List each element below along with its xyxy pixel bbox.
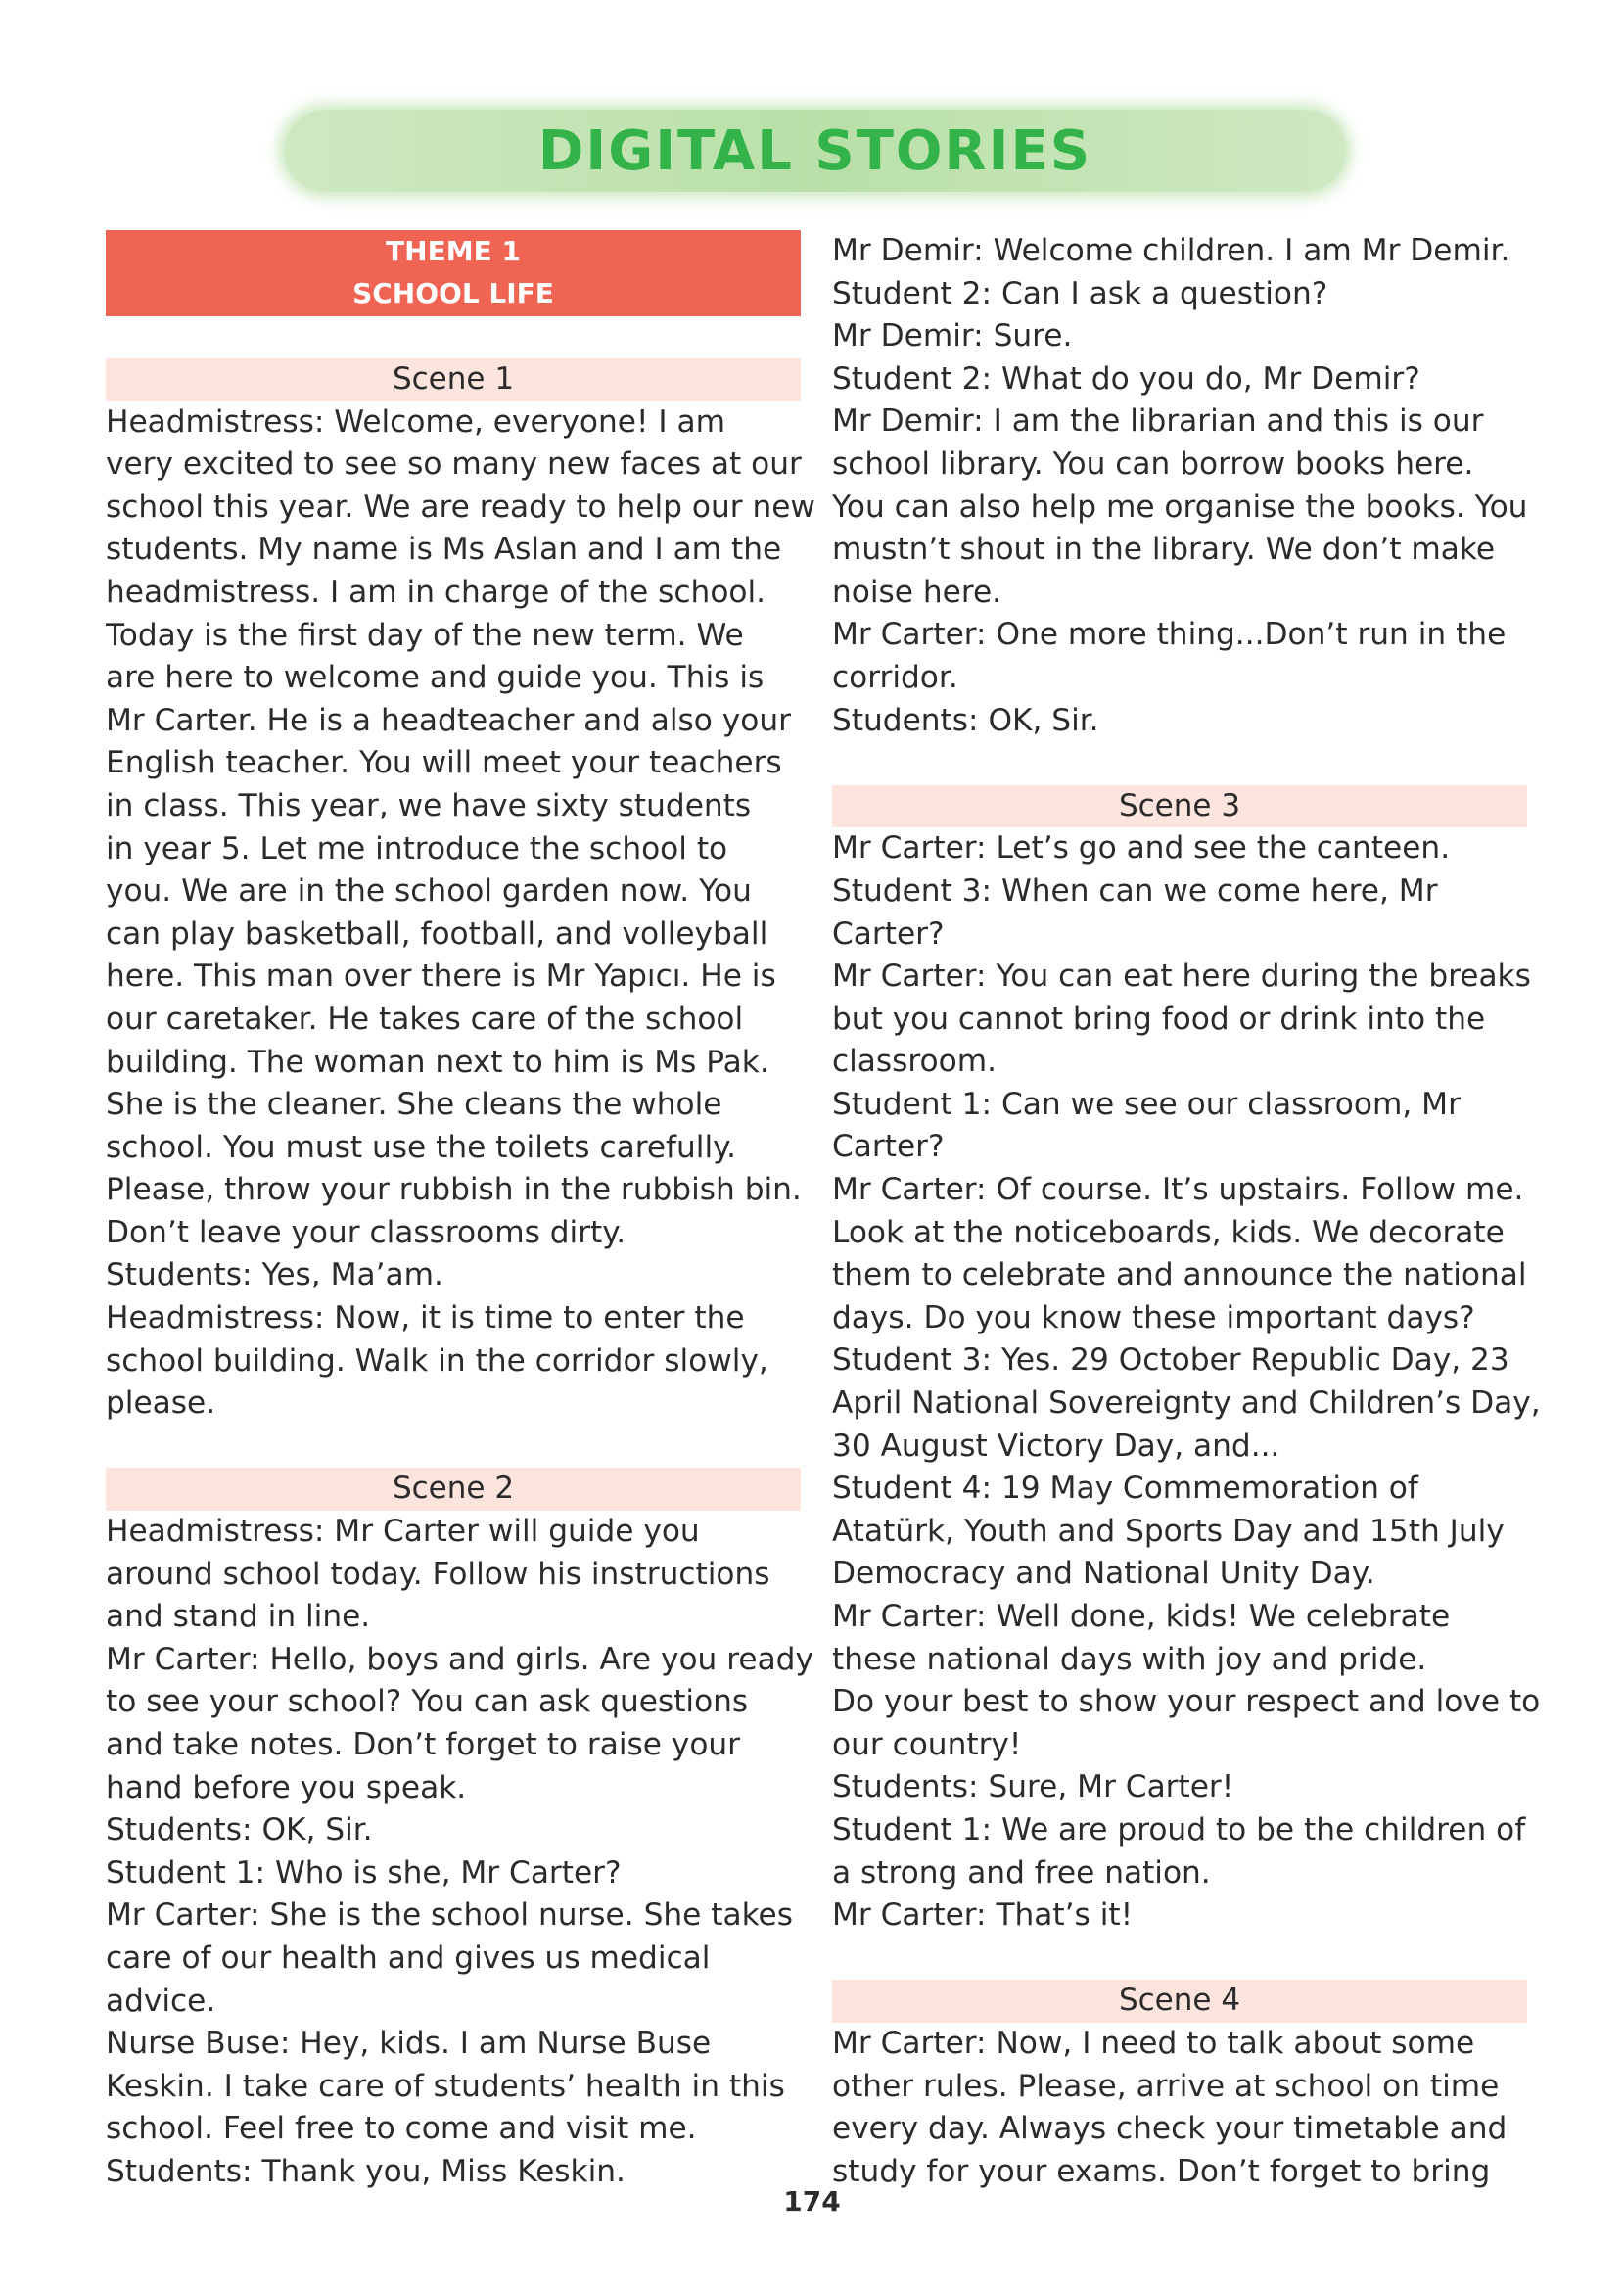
text-line: noise here. <box>832 574 1002 610</box>
text-line: headmistress. I am in charge of the school. <box>106 574 766 610</box>
text-line: very excited to see so many new faces at our <box>106 446 802 483</box>
scene-2-heading: Scene 2 <box>106 1468 801 1511</box>
text-line: you. We are in the school garden now. You <box>106 873 752 910</box>
text-line: Student 4: 19 May Commemoration of <box>832 1471 1418 1507</box>
text-line: Nurse Buse: Hey, kids. I am Nurse Buse <box>106 2026 712 2062</box>
text-line: Don’t leave your classrooms dirty. <box>106 1214 626 1250</box>
text-line: study for your exams. Don’t forget to bring <box>832 2153 1491 2189</box>
page-title: DIGITAL STORIES <box>537 118 1092 183</box>
title-banner <box>284 110 1346 192</box>
text-line: Student 1: We are proud to be the children of <box>832 1811 1526 1847</box>
text-line: Students: OK, Sir. <box>832 702 1099 738</box>
text-line: Please, throw your rubbish in the rubbish bin. <box>106 1172 802 1208</box>
text-line: students. My name is Ms Aslan and I am the <box>106 532 782 568</box>
text-line: to see your school? You can ask questions <box>106 1684 749 1720</box>
text-line: care of our health and gives us medical <box>106 1940 711 1976</box>
text-line: school. You must use the toilets carefully. <box>106 1129 737 1165</box>
right-column <box>832 230 1541 2193</box>
scene-3-heading: Scene 3 <box>832 785 1527 828</box>
text-line: school library. You can borrow books here. <box>832 445 1474 482</box>
scene-4-heading: Scene 4 <box>832 1980 1527 2023</box>
text-line: corridor. <box>832 659 958 695</box>
text-line: these national days with joy and pride. <box>832 1641 1427 1677</box>
text-line: and take notes. Don’t forget to raise your <box>106 1727 740 1762</box>
text-line: Students: OK, Sir. <box>106 1812 373 1848</box>
text-line: Student 3: When can we come here, Mr <box>832 872 1438 909</box>
text-line: Look at the noticeboards, kids. We decorate <box>832 1214 1505 1250</box>
text-line: Mr Carter. He is a headteacher and also your <box>106 702 791 738</box>
text-line: building. The woman next to him is Ms Pak. <box>106 1044 769 1080</box>
text-line: school building. Walk in the corridor slowly, <box>106 1342 768 1379</box>
scene-3-text <box>832 827 1541 1937</box>
text-line: hand before you speak. <box>106 1769 467 1805</box>
text-line: Students: Sure, Mr Carter! <box>832 1769 1234 1805</box>
text-line: Carter? <box>832 1129 945 1165</box>
text-line: mustn’t shout in the library. We don’t make <box>832 532 1496 568</box>
text-line: our caretaker. He takes care of the school <box>106 1001 744 1037</box>
text-line: Do your best to show your respect and love to <box>832 1684 1541 1720</box>
text-line: here. This man over there is Mr Yapıcı. He is <box>106 958 776 995</box>
text-line: Mr Carter: She is the school nurse. She takes <box>106 1897 793 1934</box>
scene-1-heading: Scene 1 <box>106 358 801 401</box>
text-line: You can also help me organise the books. You <box>832 489 1528 525</box>
text-line: school this year. We are ready to help our new <box>106 489 815 525</box>
text-line: Mr Carter: That’s it! <box>832 1897 1134 1934</box>
text-line: and stand in line. <box>106 1599 371 1635</box>
text-line: Mr Demir: Welcome children. I am Mr Demir. <box>832 233 1510 268</box>
text-line: them to celebrate and announce the national <box>832 1257 1527 1293</box>
text-line: Mr Carter: Of course. It’s upstairs. Follow me. <box>832 1172 1524 1208</box>
text-line: Mr Carter: One more thing...Don’t run in the <box>832 617 1507 653</box>
page-number: 174 <box>783 2185 841 2218</box>
text-line: Democracy and National Unity Day. <box>832 1556 1375 1592</box>
theme-title: SCHOOL LIFE <box>352 277 554 309</box>
text-line: Student 2: Can I ask a question? <box>832 275 1328 311</box>
scene-2-continued-text <box>832 230 1527 742</box>
theme-number: THEME 1 <box>386 235 521 267</box>
text-line: Mr Carter: Now, I need to talk about some <box>832 2025 1475 2061</box>
scene-2-text <box>106 1511 813 2194</box>
text-line: Mr Carter: Hello, boys and girls. Are you ready <box>106 1641 813 1677</box>
text-line: our country! <box>832 1726 1022 1762</box>
text-line: Student 2: What do you do, Mr Demir? <box>832 360 1420 397</box>
text-line: Mr Carter: Let’s go and see the canteen. <box>832 830 1451 866</box>
text-line: in class. This year, we have sixty students <box>106 787 752 823</box>
text-line: Students: Thank you, Miss Keskin. <box>106 2153 626 2189</box>
text-line: advice. <box>106 1983 216 2019</box>
text-line: Student 3: Yes. 29 October Republic Day, 23 <box>832 1342 1509 1379</box>
text-line: Headmistress: Welcome, everyone! I am <box>106 403 725 440</box>
text-line: can play basketball, football, and volleyball <box>106 915 768 952</box>
text-line: 30 August Victory Day, and... <box>832 1427 1280 1464</box>
text-line: every day. Always check your timetable and <box>832 2111 1508 2147</box>
text-line: a strong and free nation. <box>832 1854 1211 1891</box>
text-line: English teacher. You will meet your teachers <box>106 745 782 781</box>
text-line: Headmistress: Mr Carter will guide you <box>106 1514 700 1550</box>
text-line: in year 5. Let me introduce the school to <box>106 830 728 866</box>
text-line: Mr Demir: I am the librarian and this is our <box>832 403 1484 440</box>
text-line: days. Do you know these important days? <box>832 1299 1475 1335</box>
text-line: Keskin. I take care of students’ health in this <box>106 2068 785 2104</box>
text-line: are here to welcome and guide you. This is <box>106 660 765 696</box>
text-line: April National Sovereignty and Children’s Day, <box>832 1385 1541 1422</box>
text-line: school. Feel free to come and visit me. <box>106 2111 697 2147</box>
text-line: Students: Yes, Ma’am. <box>106 1257 443 1293</box>
text-line: Today is the first day of the new term. We <box>106 617 744 653</box>
text-line: Student 1: Who is she, Mr Carter? <box>106 1854 622 1891</box>
theme-header <box>106 230 801 316</box>
text-line: Mr Carter: You can eat here during the breaks <box>832 958 1531 995</box>
text-line: please. <box>106 1385 216 1422</box>
scene-4-text <box>832 2023 1527 2193</box>
text-line: She is the cleaner. She cleans the whole <box>106 1087 722 1123</box>
text-line: Mr Demir: Sure. <box>832 318 1073 354</box>
text-line: Atatürk, Youth and Sports Day and 15th July <box>832 1513 1505 1549</box>
left-column <box>106 230 815 2194</box>
text-line: Mr Carter: Well done, kids! We celebrate <box>832 1599 1451 1634</box>
text-line: around school today. Follow his instructions <box>106 1556 770 1592</box>
text-line: Student 1: Can we see our classroom, Mr <box>832 1086 1461 1122</box>
text-line: Headmistress: Now, it is time to enter the <box>106 1300 745 1336</box>
text-line: Carter? <box>832 915 945 952</box>
text-line: classroom. <box>832 1044 998 1080</box>
scene-1-text <box>106 401 815 1426</box>
text-line: but you cannot bring food or drink into the <box>832 1001 1486 1037</box>
text-line: other rules. Please, arrive at school on time <box>832 2068 1500 2104</box>
